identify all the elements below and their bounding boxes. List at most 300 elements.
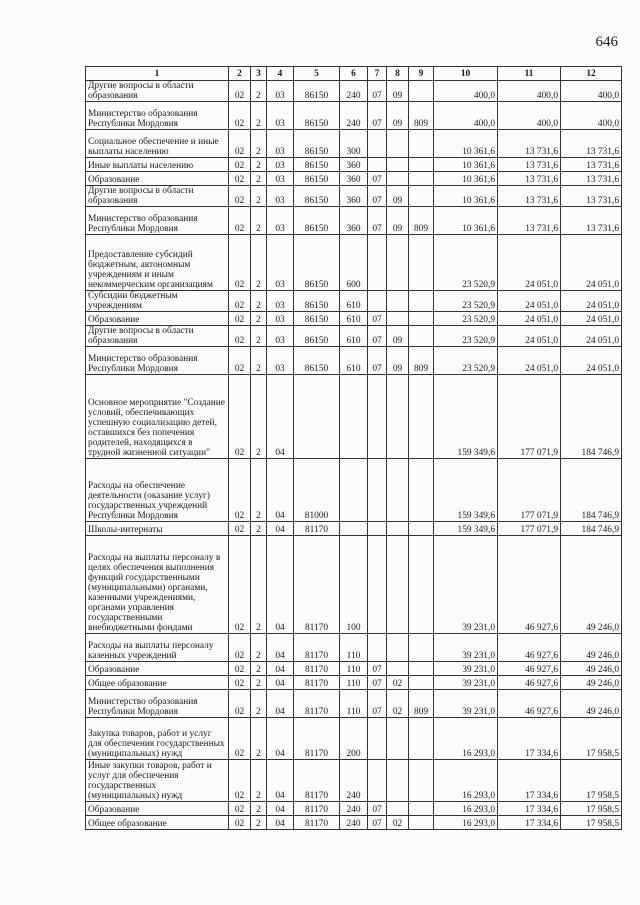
row-amount-v10: 10 361,6 bbox=[434, 207, 498, 235]
row-name: Министерство образования Республики Мордовия bbox=[86, 207, 229, 235]
row-code-c8 bbox=[387, 634, 409, 662]
row-amount-v12: 24 051,0 bbox=[561, 326, 622, 347]
row-amount-v12: 400,0 bbox=[561, 81, 622, 102]
budget-table bbox=[85, 66, 622, 830]
column-header: 11 bbox=[498, 67, 561, 81]
row-code-c7: 07 bbox=[368, 676, 387, 690]
row-code-c3: 2 bbox=[251, 760, 267, 802]
row-code-c9 bbox=[409, 662, 434, 676]
row-amount-v11: 24 051,0 bbox=[498, 347, 561, 375]
row-amount-v11: 17 334,6 bbox=[498, 816, 561, 830]
row-name: Иные закупки товаров, работ и услуг для обеспечения государственных (муниципальных) нужд bbox=[86, 760, 229, 802]
row-code-c3: 2 bbox=[251, 522, 267, 536]
row-code-c4: 04 bbox=[267, 522, 294, 536]
row-amount-v11: 17 334,6 bbox=[498, 718, 561, 760]
column-header: 9 bbox=[409, 67, 434, 81]
row-code-c7: 07 bbox=[368, 326, 387, 347]
row-code-c4: 03 bbox=[267, 102, 294, 130]
column-header: 2 bbox=[229, 67, 251, 81]
row-amount-v12: 184 746,9 bbox=[561, 522, 622, 536]
row-amount-v12: 400,0 bbox=[561, 102, 622, 130]
table-header-row bbox=[86, 67, 622, 81]
row-code-c5: 86150 bbox=[294, 158, 340, 172]
row-amount-v11: 13 731,6 bbox=[498, 130, 561, 158]
row-amount-v11: 46 927,6 bbox=[498, 634, 561, 662]
row-name: Иные выплаты населению bbox=[86, 158, 229, 172]
row-code-c4: 03 bbox=[267, 235, 294, 291]
row-code-c8 bbox=[387, 291, 409, 312]
row-code-c3: 2 bbox=[251, 662, 267, 676]
row-code-c5: 81170 bbox=[294, 522, 340, 536]
row-code-c8 bbox=[387, 375, 409, 459]
row-name: Образование bbox=[86, 172, 229, 186]
row-code-c4: 04 bbox=[267, 760, 294, 802]
row-code-c2: 02 bbox=[229, 690, 251, 718]
row-code-c6: 360 bbox=[340, 207, 368, 235]
row-code-c2: 02 bbox=[229, 522, 251, 536]
row-code-c5: 86150 bbox=[294, 102, 340, 130]
row-code-c3: 2 bbox=[251, 207, 267, 235]
row-name: Министерство образования Республики Мордовия bbox=[86, 347, 229, 375]
row-code-c6: 240 bbox=[340, 816, 368, 830]
row-code-c4: 03 bbox=[267, 291, 294, 312]
row-code-c9 bbox=[409, 802, 434, 816]
row-code-c5: 81170 bbox=[294, 634, 340, 662]
row-code-c2: 02 bbox=[229, 536, 251, 634]
row-code-c2: 02 bbox=[229, 291, 251, 312]
row-code-c2: 02 bbox=[229, 158, 251, 172]
row-code-c7: 07 bbox=[368, 172, 387, 186]
row-code-c9 bbox=[409, 186, 434, 207]
row-code-c8: 09 bbox=[387, 186, 409, 207]
row-name: Образование bbox=[86, 312, 229, 326]
row-amount-v10: 39 231,0 bbox=[434, 690, 498, 718]
row-amount-v11: 177 071,9 bbox=[498, 459, 561, 522]
row-code-c4: 04 bbox=[267, 676, 294, 690]
row-code-c5: 81170 bbox=[294, 690, 340, 718]
row-amount-v10: 39 231,0 bbox=[434, 662, 498, 676]
row-code-c7 bbox=[368, 459, 387, 522]
row-code-c3: 2 bbox=[251, 459, 267, 522]
row-code-c5: 81170 bbox=[294, 718, 340, 760]
column-header: 4 bbox=[267, 67, 294, 81]
row-code-c9 bbox=[409, 172, 434, 186]
row-code-c7 bbox=[368, 536, 387, 634]
row-code-c8 bbox=[387, 662, 409, 676]
table-row bbox=[86, 81, 622, 102]
row-amount-v12: 13 731,6 bbox=[561, 130, 622, 158]
table-row bbox=[86, 536, 622, 634]
row-code-c4: 04 bbox=[267, 536, 294, 634]
table-row bbox=[86, 662, 622, 676]
row-code-c5: 81000 bbox=[294, 459, 340, 522]
row-code-c7 bbox=[368, 158, 387, 172]
row-code-c8 bbox=[387, 522, 409, 536]
row-amount-v12: 49 246,0 bbox=[561, 676, 622, 690]
row-amount-v11: 400,0 bbox=[498, 102, 561, 130]
row-code-c2: 02 bbox=[229, 172, 251, 186]
row-amount-v10: 10 361,6 bbox=[434, 158, 498, 172]
row-code-c6: 100 bbox=[340, 536, 368, 634]
row-code-c5: 86150 bbox=[294, 172, 340, 186]
row-code-c2: 02 bbox=[229, 130, 251, 158]
row-code-c6: 240 bbox=[340, 102, 368, 130]
row-code-c6: 610 bbox=[340, 312, 368, 326]
row-name: Образование bbox=[86, 662, 229, 676]
column-header: 6 bbox=[340, 67, 368, 81]
row-code-c6: 110 bbox=[340, 662, 368, 676]
row-code-c6 bbox=[340, 375, 368, 459]
column-header: 1 bbox=[86, 67, 229, 81]
row-amount-v11: 24 051,0 bbox=[498, 235, 561, 291]
table-row bbox=[86, 207, 622, 235]
row-code-c2: 02 bbox=[229, 816, 251, 830]
row-amount-v12: 24 051,0 bbox=[561, 347, 622, 375]
row-amount-v10: 39 231,0 bbox=[434, 536, 498, 634]
row-code-c8 bbox=[387, 760, 409, 802]
row-code-c7: 07 bbox=[368, 102, 387, 130]
row-code-c9 bbox=[409, 326, 434, 347]
row-code-c5: 81170 bbox=[294, 536, 340, 634]
row-code-c2: 02 bbox=[229, 802, 251, 816]
row-code-c8 bbox=[387, 158, 409, 172]
table-row bbox=[86, 760, 622, 802]
row-amount-v11: 24 051,0 bbox=[498, 326, 561, 347]
row-code-c7: 07 bbox=[368, 207, 387, 235]
row-code-c9 bbox=[409, 634, 434, 662]
row-code-c2: 02 bbox=[229, 634, 251, 662]
row-amount-v11: 13 731,6 bbox=[498, 186, 561, 207]
row-amount-v10: 23 520,9 bbox=[434, 312, 498, 326]
row-code-c7: 07 bbox=[368, 816, 387, 830]
row-code-c4: 03 bbox=[267, 207, 294, 235]
row-code-c2: 02 bbox=[229, 207, 251, 235]
row-amount-v11: 400,0 bbox=[498, 81, 561, 102]
row-name: Министерство образования Республики Мордовия bbox=[86, 690, 229, 718]
row-code-c5: 81170 bbox=[294, 676, 340, 690]
row-amount-v12: 49 246,0 bbox=[561, 536, 622, 634]
row-amount-v10: 400,0 bbox=[434, 81, 498, 102]
row-amount-v10: 39 231,0 bbox=[434, 676, 498, 690]
row-code-c8: 02 bbox=[387, 676, 409, 690]
row-amount-v12: 49 246,0 bbox=[561, 662, 622, 676]
row-code-c2: 02 bbox=[229, 459, 251, 522]
row-amount-v12: 13 731,6 bbox=[561, 158, 622, 172]
column-header: 12 bbox=[561, 67, 622, 81]
row-code-c9: 809 bbox=[409, 690, 434, 718]
row-code-c3: 2 bbox=[251, 312, 267, 326]
row-name: Другие вопросы в области образования bbox=[86, 186, 229, 207]
row-code-c2: 02 bbox=[229, 375, 251, 459]
row-code-c6: 610 bbox=[340, 326, 368, 347]
row-code-c6 bbox=[340, 522, 368, 536]
row-amount-v12: 24 051,0 bbox=[561, 235, 622, 291]
row-code-c9 bbox=[409, 816, 434, 830]
row-code-c9 bbox=[409, 158, 434, 172]
row-amount-v10: 10 361,6 bbox=[434, 186, 498, 207]
row-code-c2: 02 bbox=[229, 662, 251, 676]
row-amount-v10: 16 293,0 bbox=[434, 816, 498, 830]
row-code-c4: 04 bbox=[267, 375, 294, 459]
row-code-c3: 2 bbox=[251, 634, 267, 662]
row-code-c3: 2 bbox=[251, 81, 267, 102]
row-amount-v12: 13 731,6 bbox=[561, 207, 622, 235]
row-code-c4: 04 bbox=[267, 634, 294, 662]
row-code-c4: 04 bbox=[267, 718, 294, 760]
row-code-c9 bbox=[409, 291, 434, 312]
row-code-c8 bbox=[387, 718, 409, 760]
row-code-c4: 03 bbox=[267, 186, 294, 207]
row-amount-v11: 46 927,6 bbox=[498, 536, 561, 634]
row-amount-v10: 23 520,9 bbox=[434, 326, 498, 347]
table-row bbox=[86, 459, 622, 522]
row-amount-v12: 17 958,5 bbox=[561, 802, 622, 816]
table-row bbox=[86, 816, 622, 830]
row-code-c7: 07 bbox=[368, 186, 387, 207]
row-code-c4: 03 bbox=[267, 158, 294, 172]
row-code-c3: 2 bbox=[251, 676, 267, 690]
row-code-c8 bbox=[387, 536, 409, 634]
row-code-c8 bbox=[387, 459, 409, 522]
table-row bbox=[86, 347, 622, 375]
table-row bbox=[86, 690, 622, 718]
row-name: Основное мероприятие "Создание условий, обеспечивающих успешную социализацию детей, оставшихся без попечения родителей, находящихся в трудной жизненной ситуации" bbox=[86, 375, 229, 459]
row-code-c7: 07 bbox=[368, 347, 387, 375]
table-body bbox=[86, 81, 622, 830]
row-code-c5: 81170 bbox=[294, 802, 340, 816]
row-code-c6: 110 bbox=[340, 634, 368, 662]
row-code-c3: 2 bbox=[251, 375, 267, 459]
row-code-c6: 110 bbox=[340, 676, 368, 690]
row-amount-v12: 24 051,0 bbox=[561, 291, 622, 312]
row-code-c7: 07 bbox=[368, 802, 387, 816]
row-amount-v10: 23 520,9 bbox=[434, 347, 498, 375]
row-code-c9: 809 bbox=[409, 347, 434, 375]
row-code-c6: 360 bbox=[340, 186, 368, 207]
row-code-c9 bbox=[409, 459, 434, 522]
row-code-c3: 2 bbox=[251, 690, 267, 718]
row-amount-v10: 159 349,6 bbox=[434, 375, 498, 459]
row-code-c7 bbox=[368, 375, 387, 459]
table-row bbox=[86, 235, 622, 291]
row-name: Закупка товаров, работ и услуг для обеспечения государственных (муниципальных) нужд bbox=[86, 718, 229, 760]
row-code-c4: 03 bbox=[267, 130, 294, 158]
row-code-c2: 02 bbox=[229, 347, 251, 375]
row-code-c5: 86150 bbox=[294, 186, 340, 207]
row-amount-v10: 159 349,6 bbox=[434, 459, 498, 522]
column-header: 5 bbox=[294, 67, 340, 81]
row-name: Образование bbox=[86, 802, 229, 816]
table-row bbox=[86, 130, 622, 158]
row-name: Расходы на обеспечение деятельности (оказание услуг) государственных учреждений Республики Мордовия bbox=[86, 459, 229, 522]
row-amount-v12: 24 051,0 bbox=[561, 312, 622, 326]
row-code-c8 bbox=[387, 312, 409, 326]
row-code-c8: 09 bbox=[387, 347, 409, 375]
row-amount-v12: 13 731,6 bbox=[561, 186, 622, 207]
row-code-c3: 2 bbox=[251, 186, 267, 207]
row-name: Школы-интернаты bbox=[86, 522, 229, 536]
table-row bbox=[86, 172, 622, 186]
row-code-c7 bbox=[368, 634, 387, 662]
row-amount-v11: 17 334,6 bbox=[498, 802, 561, 816]
row-name: Социальное обеспечение и иные выплаты населению bbox=[86, 130, 229, 158]
table-row bbox=[86, 102, 622, 130]
row-code-c5: 81170 bbox=[294, 760, 340, 802]
row-name: Другие вопросы в области образования bbox=[86, 326, 229, 347]
row-code-c5: 86150 bbox=[294, 326, 340, 347]
row-code-c5: 81170 bbox=[294, 662, 340, 676]
row-code-c3: 2 bbox=[251, 235, 267, 291]
row-code-c8 bbox=[387, 130, 409, 158]
row-code-c5: 86150 bbox=[294, 291, 340, 312]
row-amount-v12: 184 746,9 bbox=[561, 375, 622, 459]
row-amount-v10: 10 361,6 bbox=[434, 130, 498, 158]
row-code-c9 bbox=[409, 235, 434, 291]
row-code-c5: 86150 bbox=[294, 347, 340, 375]
row-code-c2: 02 bbox=[229, 81, 251, 102]
row-amount-v10: 23 520,9 bbox=[434, 291, 498, 312]
row-amount-v12: 184 746,9 bbox=[561, 459, 622, 522]
row-name: Другие вопросы в области образования bbox=[86, 81, 229, 102]
table-row bbox=[86, 312, 622, 326]
row-name: Министерство образования Республики Мордовия bbox=[86, 102, 229, 130]
row-code-c6: 240 bbox=[340, 81, 368, 102]
row-amount-v10: 16 293,0 bbox=[434, 802, 498, 816]
row-code-c6: 240 bbox=[340, 802, 368, 816]
row-code-c2: 02 bbox=[229, 326, 251, 347]
row-code-c9 bbox=[409, 760, 434, 802]
row-amount-v10: 16 293,0 bbox=[434, 760, 498, 802]
row-code-c9 bbox=[409, 81, 434, 102]
table-row bbox=[86, 186, 622, 207]
row-name: Предоставление субсидий бюджетным, автономным учреждениям и иным некоммерческим организациям bbox=[86, 235, 229, 291]
row-code-c4: 04 bbox=[267, 816, 294, 830]
row-code-c2: 02 bbox=[229, 312, 251, 326]
row-code-c4: 04 bbox=[267, 802, 294, 816]
table-row bbox=[86, 634, 622, 662]
row-code-c9 bbox=[409, 522, 434, 536]
row-code-c9 bbox=[409, 536, 434, 634]
row-code-c3: 2 bbox=[251, 816, 267, 830]
row-amount-v11: 13 731,6 bbox=[498, 207, 561, 235]
row-code-c8 bbox=[387, 172, 409, 186]
row-code-c2: 02 bbox=[229, 676, 251, 690]
row-code-c3: 2 bbox=[251, 158, 267, 172]
row-amount-v10: 39 231,0 bbox=[434, 634, 498, 662]
row-amount-v12: 13 731,6 bbox=[561, 172, 622, 186]
row-code-c6: 110 bbox=[340, 690, 368, 718]
column-header: 7 bbox=[368, 67, 387, 81]
row-amount-v11: 46 927,6 bbox=[498, 676, 561, 690]
row-code-c6 bbox=[340, 459, 368, 522]
table-row bbox=[86, 291, 622, 312]
page-number: 646 bbox=[595, 34, 618, 50]
table-row bbox=[86, 375, 622, 459]
row-code-c6: 600 bbox=[340, 235, 368, 291]
row-amount-v10: 400,0 bbox=[434, 102, 498, 130]
row-code-c3: 2 bbox=[251, 291, 267, 312]
row-code-c7: 07 bbox=[368, 312, 387, 326]
row-code-c7: 07 bbox=[368, 690, 387, 718]
row-code-c3: 2 bbox=[251, 130, 267, 158]
row-code-c4: 03 bbox=[267, 326, 294, 347]
row-amount-v12: 49 246,0 bbox=[561, 634, 622, 662]
row-code-c8: 09 bbox=[387, 102, 409, 130]
row-code-c5: 86150 bbox=[294, 207, 340, 235]
row-code-c9: 809 bbox=[409, 102, 434, 130]
row-amount-v10: 23 520,9 bbox=[434, 235, 498, 291]
row-amount-v12: 17 958,5 bbox=[561, 718, 622, 760]
row-name: Субсидии бюджетным учреждениям bbox=[86, 291, 229, 312]
column-header: 8 bbox=[387, 67, 409, 81]
column-header: 3 bbox=[251, 67, 267, 81]
row-amount-v11: 46 927,6 bbox=[498, 662, 561, 676]
table-row bbox=[86, 718, 622, 760]
row-code-c9 bbox=[409, 676, 434, 690]
row-code-c3: 2 bbox=[251, 802, 267, 816]
row-code-c8: 09 bbox=[387, 326, 409, 347]
row-code-c4: 04 bbox=[267, 459, 294, 522]
row-amount-v11: 24 051,0 bbox=[498, 291, 561, 312]
row-code-c7: 07 bbox=[368, 662, 387, 676]
row-code-c5: 81170 bbox=[294, 816, 340, 830]
row-code-c4: 04 bbox=[267, 662, 294, 676]
row-code-c4: 03 bbox=[267, 81, 294, 102]
row-code-c6: 610 bbox=[340, 291, 368, 312]
row-code-c2: 02 bbox=[229, 718, 251, 760]
row-code-c2: 02 bbox=[229, 186, 251, 207]
row-code-c8 bbox=[387, 802, 409, 816]
row-code-c4: 03 bbox=[267, 312, 294, 326]
row-code-c4: 03 bbox=[267, 347, 294, 375]
row-code-c3: 2 bbox=[251, 172, 267, 186]
row-name: Общее образование bbox=[86, 816, 229, 830]
row-code-c5: 86150 bbox=[294, 312, 340, 326]
row-code-c3: 2 bbox=[251, 718, 267, 760]
row-code-c7: 07 bbox=[368, 81, 387, 102]
row-code-c9 bbox=[409, 718, 434, 760]
row-code-c8 bbox=[387, 235, 409, 291]
row-amount-v11: 17 334,6 bbox=[498, 760, 561, 802]
row-code-c7 bbox=[368, 291, 387, 312]
row-code-c5 bbox=[294, 375, 340, 459]
row-code-c6: 360 bbox=[340, 172, 368, 186]
row-name: Расходы на выплаты персоналу в целях обеспечения выполнения функций государственными (муниципальными) органами, казенными учреждениями, органами управления государственными внебюджетными фондами bbox=[86, 536, 229, 634]
table-row bbox=[86, 802, 622, 816]
row-code-c6: 240 bbox=[340, 760, 368, 802]
row-amount-v12: 49 246,0 bbox=[561, 690, 622, 718]
row-code-c4: 04 bbox=[267, 690, 294, 718]
row-code-c6: 360 bbox=[340, 158, 368, 172]
row-code-c5: 86150 bbox=[294, 81, 340, 102]
row-amount-v10: 16 293,0 bbox=[434, 718, 498, 760]
row-amount-v12: 17 958,5 bbox=[561, 760, 622, 802]
row-code-c5: 86150 bbox=[294, 130, 340, 158]
row-code-c5: 86150 bbox=[294, 235, 340, 291]
row-code-c3: 2 bbox=[251, 326, 267, 347]
row-code-c9 bbox=[409, 312, 434, 326]
row-code-c4: 03 bbox=[267, 172, 294, 186]
row-code-c9: 809 bbox=[409, 207, 434, 235]
row-code-c8: 09 bbox=[387, 81, 409, 102]
row-code-c2: 02 bbox=[229, 102, 251, 130]
row-code-c3: 2 bbox=[251, 102, 267, 130]
row-amount-v10: 159 349,6 bbox=[434, 522, 498, 536]
row-amount-v10: 10 361,6 bbox=[434, 172, 498, 186]
row-amount-v11: 46 927,6 bbox=[498, 690, 561, 718]
row-code-c6: 610 bbox=[340, 347, 368, 375]
table-row bbox=[86, 158, 622, 172]
